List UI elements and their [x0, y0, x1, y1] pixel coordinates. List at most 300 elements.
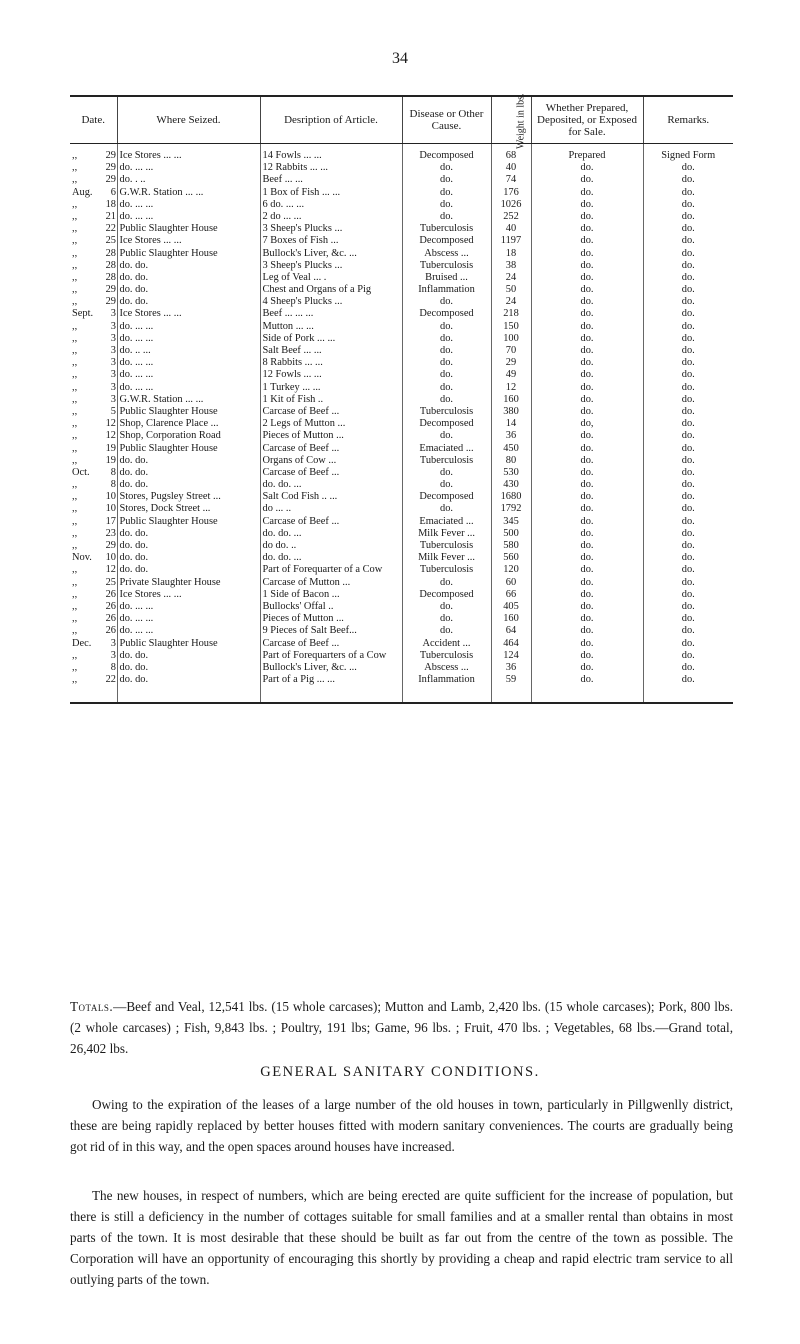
- table-row: [70, 308, 733, 320]
- table-row: [70, 406, 733, 418]
- cell-remarks: do.: [643, 589, 733, 601]
- cell-day: 8: [110, 466, 116, 478]
- cell-date: [70, 503, 117, 515]
- table-row: [70, 491, 733, 503]
- cell-where-seized: do. ... ...: [117, 357, 260, 369]
- cell-disease: do.: [402, 162, 491, 174]
- cell-remarks: do.: [643, 308, 733, 320]
- cell-month: ,,: [72, 284, 78, 296]
- cell-description: Part of a Pig ... ...: [260, 674, 402, 703]
- cell-date: [70, 577, 117, 589]
- cell-remarks: do.: [643, 516, 733, 528]
- table-row: [70, 528, 733, 540]
- table-row: [70, 382, 733, 394]
- cell-remarks: do.: [643, 625, 733, 637]
- cell-date: [70, 589, 117, 601]
- cell-where-seized: Public Slaughter House: [117, 223, 260, 235]
- cell-disease: do.: [402, 394, 491, 406]
- header-weight: [491, 93, 531, 149]
- cell-date: [70, 479, 117, 491]
- cell-prepared: do.: [531, 443, 643, 455]
- cell-weight: 24: [491, 296, 531, 308]
- cell-remarks: do.: [643, 174, 733, 186]
- table-row: [70, 333, 733, 345]
- cell-remarks: do.: [643, 443, 733, 455]
- table-row: [70, 144, 733, 163]
- cell-disease: do.: [402, 345, 491, 357]
- cell-day: 26: [105, 613, 116, 625]
- cell-date: [70, 369, 117, 381]
- cell-remarks: do.: [643, 345, 733, 357]
- cell-day: 3: [110, 357, 116, 369]
- cell-disease: Inflammation: [402, 284, 491, 296]
- cell-day: 12: [105, 430, 116, 442]
- cell-day: 22: [105, 674, 116, 686]
- cell-remarks: do.: [643, 528, 733, 540]
- cell-remarks: do.: [643, 650, 733, 662]
- cell-where-seized: Shop, Corporation Road: [117, 430, 260, 442]
- cell-remarks: do.: [643, 187, 733, 199]
- cell-prepared: do.: [531, 552, 643, 564]
- cell-prepared: do.: [531, 516, 643, 528]
- cell-description: 2 do ... ...: [260, 211, 402, 223]
- paragraph-new-houses: The new houses, in respect of numbers, which are being erected are quite sufficient for the increase of population, but there is still a deficiency in the number of cottages suitable for small families and at a smaller rental than obtains in most parts of the town. It is most desirable that these should be built as far out from the centre of the town as possible. The Corporation will have an opportunity of encouraging this shortly by providing a cheap and rapid electric tram service to all outlying parts of the town.: [70, 1188, 733, 1287]
- cell-prepared: do.: [531, 223, 643, 235]
- cell-month: ,,: [72, 649, 78, 661]
- cell-where-seized: do. do.: [117, 564, 260, 576]
- cell-month: ,,: [72, 418, 78, 430]
- cell-date: [70, 613, 117, 625]
- cell-day: 19: [105, 454, 116, 466]
- cell-prepared: do.: [531, 394, 643, 406]
- cell-remarks: do.: [643, 601, 733, 613]
- cell-where-seized: do. ... ...: [117, 601, 260, 613]
- cell-remarks: do.: [643, 406, 733, 418]
- cell-where-seized: do. do.: [117, 528, 260, 540]
- cell-prepared: do.: [531, 199, 643, 211]
- table-row: [70, 516, 733, 528]
- cell-where-seized: do. ... ...: [117, 333, 260, 345]
- table-row: [70, 662, 733, 674]
- cell-date: [70, 321, 117, 333]
- cell-month: ,,: [72, 661, 78, 673]
- table-row: [70, 638, 733, 650]
- cell-prepared: do.: [531, 613, 643, 625]
- header-weight-label: Weight in lbs.: [515, 93, 527, 149]
- cell-description: Carcase of Beef ...: [260, 406, 402, 418]
- table-row: [70, 260, 733, 272]
- cell-date: [70, 625, 117, 637]
- table-row: [70, 479, 733, 491]
- cell-where-seized: do. . ..: [117, 174, 260, 186]
- cell-prepared: do.: [531, 467, 643, 479]
- cell-date: [70, 382, 117, 394]
- cell-remarks: do.: [643, 296, 733, 308]
- cell-weight: 1026: [491, 199, 531, 211]
- cell-description: 12 Rabbits ... ...: [260, 162, 402, 174]
- cell-weight: 59: [491, 674, 531, 703]
- cell-weight: 150: [491, 321, 531, 333]
- cell-month: ,,: [72, 271, 78, 283]
- cell-month: ,,: [72, 405, 78, 417]
- cell-month: ,,: [72, 588, 78, 600]
- cell-prepared: do.: [531, 430, 643, 442]
- cell-weight: 252: [491, 211, 531, 223]
- table-row: [70, 284, 733, 296]
- cell-month: ,,: [72, 527, 78, 539]
- cell-month: ,,: [72, 223, 78, 235]
- header-description: Desription of Article.: [260, 96, 402, 144]
- cell-weight: 1197: [491, 235, 531, 247]
- cell-description: Mutton ... ...: [260, 321, 402, 333]
- cell-description: Pieces of Mutton ...: [260, 430, 402, 442]
- cell-month: ,,: [72, 235, 78, 247]
- cell-prepared: do.: [531, 321, 643, 333]
- cell-remarks: do.: [643, 333, 733, 345]
- cell-disease: Tuberculosis: [402, 406, 491, 418]
- cell-description: 14 Fowls ... ...: [260, 144, 402, 163]
- cell-remarks: do.: [643, 357, 733, 369]
- table-row: [70, 187, 733, 199]
- cell-prepared: do.: [531, 528, 643, 540]
- cell-description: 6 do. ... ...: [260, 199, 402, 211]
- cell-month: Aug.: [72, 186, 93, 198]
- cell-day: 26: [105, 600, 116, 612]
- cell-month: ,,: [72, 600, 78, 612]
- cell-where-seized: Ice Stores ... ...: [117, 235, 260, 247]
- cell-weight: 29: [491, 357, 531, 369]
- cell-day: 29: [105, 150, 116, 161]
- page-number: 34: [392, 50, 408, 67]
- cell-where-seized: Ice Stores ... ...: [117, 589, 260, 601]
- cell-day: 10: [105, 552, 116, 564]
- table-row: [70, 625, 733, 637]
- cell-date: [70, 162, 117, 174]
- cell-weight: 18: [491, 248, 531, 260]
- cell-weight: 580: [491, 540, 531, 552]
- cell-prepared: do.: [531, 357, 643, 369]
- cell-month: ,,: [72, 576, 78, 588]
- cell-day: 29: [105, 284, 116, 296]
- cell-day: 23: [105, 527, 116, 539]
- cell-date: [70, 552, 117, 564]
- cell-month: ,,: [72, 332, 78, 344]
- cell-weight: 36: [491, 662, 531, 674]
- cell-month: ,,: [72, 430, 78, 442]
- cell-remarks: do.: [643, 199, 733, 211]
- cell-remarks: do.: [643, 552, 733, 564]
- cell-weight: 405: [491, 601, 531, 613]
- cell-where-seized: do. do.: [117, 662, 260, 674]
- cell-month: ,,: [72, 515, 78, 527]
- cell-description: do. do. ...: [260, 479, 402, 491]
- cell-remarks: do.: [643, 223, 733, 235]
- cell-disease: do.: [402, 211, 491, 223]
- cell-disease: Decomposed: [402, 144, 491, 163]
- cell-where-seized: do. ... ...: [117, 321, 260, 333]
- cell-date: [70, 406, 117, 418]
- cell-disease: Accident ...: [402, 638, 491, 650]
- cell-description: Carcase of Beef ...: [260, 516, 402, 528]
- table-row: [70, 503, 733, 515]
- cell-date: [70, 491, 117, 503]
- cell-date: [70, 308, 117, 320]
- cell-disease: Emaciated ...: [402, 516, 491, 528]
- table-row: [70, 540, 733, 552]
- cell-where-seized: Ice Stores ... ...: [117, 308, 260, 320]
- cell-disease: do.: [402, 577, 491, 589]
- cell-weight: 500: [491, 528, 531, 540]
- cell-description: 12 Fowls ... ...: [260, 369, 402, 381]
- cell-disease: Tuberculosis: [402, 455, 491, 467]
- totals-label: Totals.: [70, 999, 114, 1014]
- cell-month: ,,: [72, 369, 78, 381]
- cell-day: 29: [105, 540, 116, 551]
- cell-description: Beef ... ... ...: [260, 308, 402, 320]
- cell-date: [70, 564, 117, 576]
- cell-prepared: do.: [531, 503, 643, 515]
- cell-where-seized: do. do.: [117, 674, 260, 703]
- cell-day: 28: [105, 259, 116, 271]
- cell-description: 1 Turkey ... ...: [260, 382, 402, 394]
- cell-month: ,,: [72, 625, 78, 637]
- cell-description: do do. ..: [260, 540, 402, 552]
- cell-prepared: do.: [531, 272, 643, 284]
- cell-where-seized: do. ... ...: [117, 613, 260, 625]
- header-prepared: Whether Prepared, Deposited, or Exposed for Sale.: [531, 96, 643, 144]
- cell-description: 1 Box of Fish ... ...: [260, 187, 402, 199]
- cell-disease: Milk Fever ...: [402, 528, 491, 540]
- cell-where-seized: do. ... ...: [117, 199, 260, 211]
- cell-where-seized: Public Slaughter House: [117, 516, 260, 528]
- cell-prepared: do.: [531, 382, 643, 394]
- cell-where-seized: Public Slaughter House: [117, 406, 260, 418]
- cell-month: ,,: [72, 564, 78, 576]
- table-row: [70, 589, 733, 601]
- cell-weight: 345: [491, 516, 531, 528]
- cell-weight: 560: [491, 552, 531, 564]
- cell-date: [70, 199, 117, 211]
- cell-date: [70, 638, 117, 650]
- cell-month: ,,: [72, 479, 78, 491]
- cell-prepared: do.: [531, 491, 643, 503]
- cell-day: 12: [105, 564, 116, 576]
- cell-description: Beef ... ...: [260, 174, 402, 186]
- cell-prepared: do.: [531, 162, 643, 174]
- cell-disease: Inflammation: [402, 674, 491, 703]
- cell-description: Carcase of Beef ...: [260, 638, 402, 650]
- cell-day: 8: [110, 479, 116, 491]
- cell-where-seized: do. do.: [117, 650, 260, 662]
- cell-prepared: do.: [531, 369, 643, 381]
- table-row: [70, 345, 733, 357]
- cell-month: ,,: [72, 454, 78, 466]
- cell-weight: 380: [491, 406, 531, 418]
- cell-prepared: do.: [531, 187, 643, 199]
- cell-where-seized: Private Slaughter House: [117, 577, 260, 589]
- cell-remarks: do.: [643, 272, 733, 284]
- cell-weight: 160: [491, 394, 531, 406]
- cell-description: 4 Sheep's Plucks ...: [260, 296, 402, 308]
- cell-month: ,,: [72, 320, 78, 332]
- table-row: [70, 430, 733, 442]
- cell-day: 28: [105, 271, 116, 283]
- cell-weight: 124: [491, 650, 531, 662]
- cell-remarks: do.: [643, 382, 733, 394]
- cell-disease: Tuberculosis: [402, 260, 491, 272]
- table-body: [70, 144, 733, 704]
- cell-disease: Decomposed: [402, 589, 491, 601]
- cell-date: [70, 443, 117, 455]
- cell-date: [70, 174, 117, 186]
- cell-month: ,,: [72, 491, 78, 503]
- cell-description: 1 Kit of Fish ..: [260, 394, 402, 406]
- cell-day: 3: [110, 381, 116, 393]
- cell-date: [70, 235, 117, 247]
- cell-remarks: do.: [643, 638, 733, 650]
- cell-where-seized: do. ... ...: [117, 625, 260, 637]
- table-row: [70, 418, 733, 430]
- cell-description: Bullock's Liver, &c. ...: [260, 662, 402, 674]
- cell-description: Leg of Veal ... .: [260, 272, 402, 284]
- cell-day: 10: [105, 491, 116, 503]
- cell-day: 29: [105, 162, 116, 174]
- table-row: [70, 248, 733, 260]
- cell-month: ,,: [72, 247, 78, 259]
- cell-description: Carcase of Mutton ...: [260, 577, 402, 589]
- cell-date: [70, 394, 117, 406]
- cell-prepared: do.: [531, 589, 643, 601]
- cell-month: ,,: [72, 503, 78, 515]
- cell-disease: do.: [402, 430, 491, 442]
- cell-prepared: do,: [531, 418, 643, 430]
- cell-where-seized: Public Slaughter House: [117, 248, 260, 260]
- cell-weight: 1792: [491, 503, 531, 515]
- cell-month: Nov.: [72, 552, 92, 564]
- cell-day: 28: [105, 247, 116, 259]
- cell-weight: 1680: [491, 491, 531, 503]
- cell-weight: 60: [491, 577, 531, 589]
- cell-remarks: do.: [643, 162, 733, 174]
- cell-disease: do.: [402, 357, 491, 369]
- cell-disease: do.: [402, 613, 491, 625]
- cell-weight: 74: [491, 174, 531, 186]
- cell-description: do. do. ...: [260, 528, 402, 540]
- cell-description: 3 Sheep's Plucks ...: [260, 260, 402, 272]
- paragraph-housing-replacement: Owing to the expiration of the leases of a large number of the old houses in town, particularly in Pillgwenlly district, these are being rapidly replaced by better houses fitted with modern sanitary conveniences. The courts are gradually being got rid of in this way, and the open spaces around houses have increased.: [70, 1097, 733, 1154]
- cell-month: ,,: [72, 150, 78, 161]
- cell-date: [70, 284, 117, 296]
- totals-paragraph: [70, 996, 733, 1059]
- cell-date: [70, 187, 117, 199]
- cell-month: ,,: [72, 296, 78, 308]
- cell-disease: Tuberculosis: [402, 540, 491, 552]
- cell-date: [70, 223, 117, 235]
- cell-weight: 464: [491, 638, 531, 650]
- cell-date: [70, 540, 117, 552]
- cell-where-seized: do. ... ...: [117, 369, 260, 381]
- cell-description: do ... ..: [260, 503, 402, 515]
- cell-month: Dec.: [72, 637, 92, 649]
- cell-description: Bullocks' Offal ..: [260, 601, 402, 613]
- table-row: [70, 564, 733, 576]
- cell-prepared: do.: [531, 625, 643, 637]
- cell-day: 29: [105, 296, 116, 308]
- cell-day: 12: [105, 418, 116, 430]
- table-row: [70, 272, 733, 284]
- cell-weight: 24: [491, 272, 531, 284]
- cell-prepared: do.: [531, 564, 643, 576]
- section-heading: GENERAL SANITARY CONDITIONS.: [260, 1064, 540, 1080]
- cell-remarks: do.: [643, 418, 733, 430]
- cell-remarks: do.: [643, 613, 733, 625]
- table-row: [70, 601, 733, 613]
- cell-disease: Tuberculosis: [402, 650, 491, 662]
- cell-weight: 218: [491, 308, 531, 320]
- cell-month: ,,: [72, 174, 78, 186]
- cell-disease: Decomposed: [402, 418, 491, 430]
- cell-date: [70, 674, 117, 703]
- table-row: [70, 174, 733, 186]
- cell-where-seized: do. do.: [117, 260, 260, 272]
- cell-prepared: do.: [531, 333, 643, 345]
- cell-date: [70, 357, 117, 369]
- cell-disease: do.: [402, 199, 491, 211]
- cell-where-seized: do. ... ...: [117, 211, 260, 223]
- cell-disease: Abscess ...: [402, 662, 491, 674]
- cell-disease: do.: [402, 321, 491, 333]
- cell-month: ,,: [72, 540, 78, 551]
- cell-remarks: do.: [643, 455, 733, 467]
- cell-prepared: do.: [531, 406, 643, 418]
- cell-day: 22: [105, 223, 116, 235]
- cell-prepared: do.: [531, 296, 643, 308]
- cell-prepared: do.: [531, 455, 643, 467]
- cell-disease: do.: [402, 369, 491, 381]
- cell-disease: do.: [402, 479, 491, 491]
- cell-month: ,,: [72, 613, 78, 625]
- cell-disease: do.: [402, 503, 491, 515]
- cell-prepared: do.: [531, 540, 643, 552]
- cell-remarks: do.: [643, 479, 733, 491]
- table-row: [70, 235, 733, 247]
- cell-weight: 36: [491, 430, 531, 442]
- cell-where-seized: do. ... ...: [117, 162, 260, 174]
- header-where-seized: Where Seized.: [117, 96, 260, 144]
- cell-remarks: Signed Form: [643, 144, 733, 163]
- cell-day: 3: [110, 637, 116, 649]
- totals-text: —Beef and Veal, 12,541 lbs. (15 whole carcases); Mutton and Lamb, 2,420 lbs. (15 whole carcases); Pork, 800 lbs. (2 whole carcases) ; Fish, 9,843 lbs. ; Poultry, 191 lbs; Game, 96 lbs. ; Fruit, 470 lbs. ; Vegetables, 68 lbs.—Grand total, 26,402 lbs.: [70, 999, 733, 1056]
- table-row: [70, 674, 733, 703]
- table-row: [70, 552, 733, 564]
- cell-disease: Bruised ...: [402, 272, 491, 284]
- cell-where-seized: Stores, Dock Street ...: [117, 503, 260, 515]
- cell-description: 2 Legs of Mutton ...: [260, 418, 402, 430]
- table-row: [70, 369, 733, 381]
- cell-prepared: do.: [531, 235, 643, 247]
- cell-month: ,,: [72, 210, 78, 222]
- table-row: [70, 613, 733, 625]
- cell-description: Carcase of Beef ...: [260, 467, 402, 479]
- cell-description: Chest and Organs of a Pig: [260, 284, 402, 296]
- cell-date: [70, 333, 117, 345]
- table-header: [70, 93, 733, 149]
- cell-description: Part of Forequarters of a Cow: [260, 650, 402, 662]
- cell-month: ,,: [72, 393, 78, 405]
- cell-disease: Tuberculosis: [402, 223, 491, 235]
- cell-day: 3: [110, 320, 116, 332]
- cell-day: 3: [110, 649, 116, 661]
